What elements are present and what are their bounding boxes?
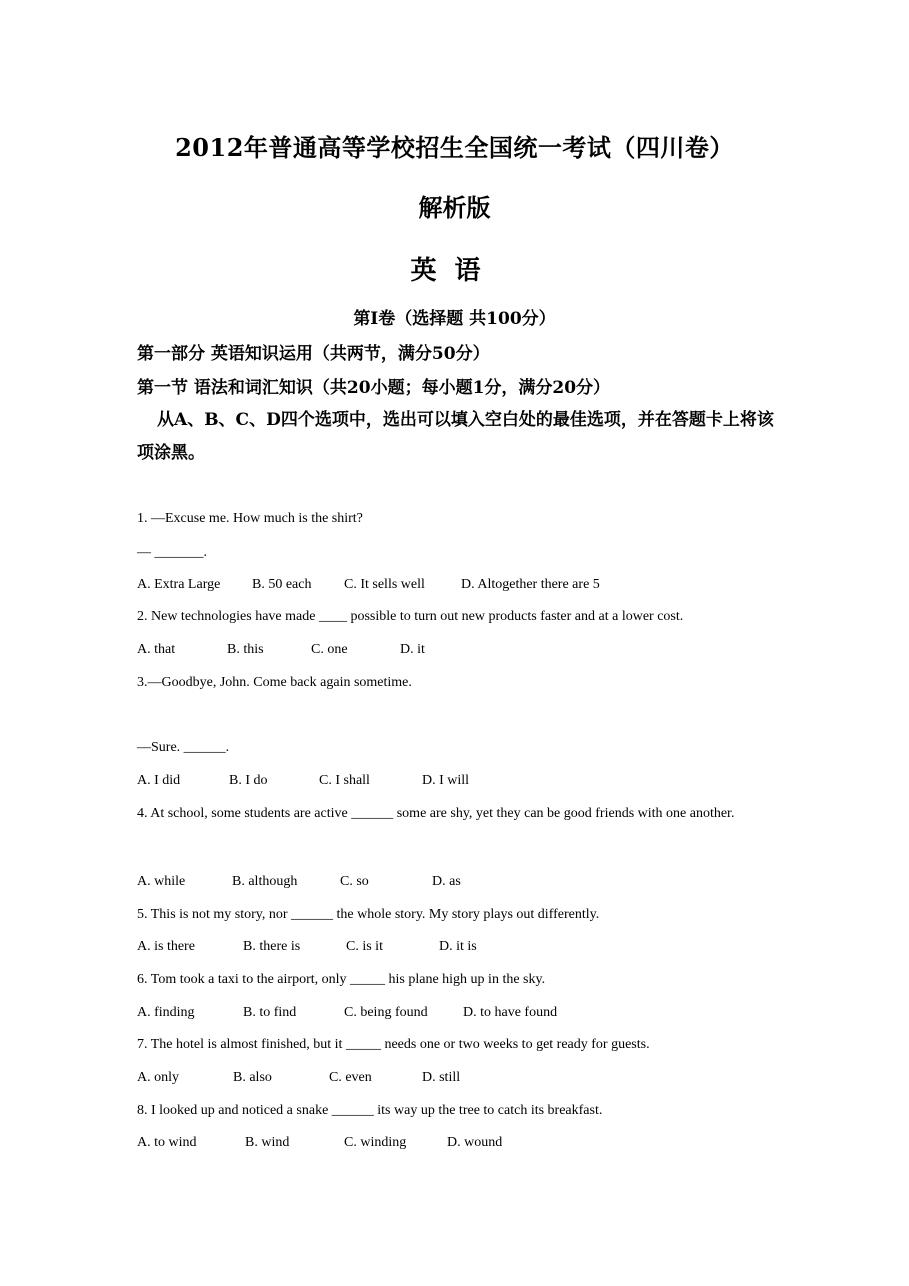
question-2-stem: 2. New technologies have made ____ possible to turn out new products faster and at a lower cost. bbox=[137, 609, 684, 624]
option-a: A. is there bbox=[137, 939, 195, 954]
section-heading: 第一节 语法和词汇知识（共20小题；每小题1分，满分20分） bbox=[137, 378, 611, 398]
option-a: A. to wind bbox=[137, 1135, 197, 1150]
option-a: A. only bbox=[137, 1070, 179, 1085]
question-5-stem: 5. This is not my story, nor ______ the whole story. My story plays out differently. bbox=[137, 907, 600, 922]
option-c: C. even bbox=[329, 1070, 372, 1085]
option-b: B. this bbox=[227, 642, 264, 657]
exam-title: 2012年普通高等学校招生全国统一考试（四川卷） bbox=[175, 133, 734, 162]
option-a: A. while bbox=[137, 874, 186, 889]
part-heading: 第一部分 英语知识运用（共两节，满分50分） bbox=[137, 344, 490, 364]
exam-subject: 英语 bbox=[410, 256, 499, 286]
option-d: D. wound bbox=[447, 1135, 503, 1150]
question-1-response: — _______. bbox=[137, 545, 207, 560]
option-c: C. is it bbox=[346, 939, 383, 954]
option-c: C. It sells well bbox=[344, 577, 425, 592]
option-c: C. one bbox=[311, 642, 348, 657]
option-c: C. I shall bbox=[319, 773, 370, 788]
option-d: D. it is bbox=[439, 939, 477, 954]
option-b: B. there is bbox=[243, 939, 301, 954]
option-a: A. I did bbox=[137, 773, 181, 788]
volume-heading: 第Ⅰ卷（选择题 共100分） bbox=[353, 309, 556, 329]
option-b: B. also bbox=[233, 1070, 272, 1085]
question-7-stem: 7. The hotel is almost finished, but it _____ needs one or two weeks to get ready for guests. bbox=[137, 1037, 650, 1052]
question-3-stem: 3.—Goodbye, John. Come back again sometime. bbox=[137, 675, 412, 690]
option-b: B. 50 each bbox=[252, 577, 312, 592]
question-8-stem: 8. I looked up and noticed a snake ______ its way up the tree to catch its breakfast. bbox=[137, 1103, 603, 1118]
option-d: D. it bbox=[400, 642, 425, 657]
option-b: B. although bbox=[232, 874, 298, 889]
question-4-stem: 4. At school, some students are active ______ some are shy, yet they can be good friends with one another. bbox=[137, 806, 735, 821]
option-d: D. still bbox=[422, 1070, 461, 1085]
option-d: D. to have found bbox=[463, 1005, 558, 1020]
instructions: 从A、B、C、D四个选项中，选出可以填入空白处的最佳选项，并在答题卡上将该项涂黑。 bbox=[137, 410, 774, 463]
option-a: A. that bbox=[137, 642, 176, 657]
option-c: C. being found bbox=[344, 1005, 428, 1020]
option-b: B. wind bbox=[245, 1135, 290, 1150]
question-3-response: —Sure. ______. bbox=[137, 740, 230, 755]
option-c: C. so bbox=[340, 874, 369, 889]
option-c: C. winding bbox=[344, 1135, 407, 1150]
option-a: A. Extra Large bbox=[137, 577, 221, 592]
option-a: A. finding bbox=[137, 1005, 195, 1020]
option-d: D. I will bbox=[422, 773, 470, 788]
question-1-stem: 1. —Excuse me. How much is the shirt? bbox=[137, 511, 363, 526]
option-d: D. Altogether there are 5 bbox=[461, 577, 600, 592]
exam-subtitle: 解析版 bbox=[418, 193, 491, 222]
question-6-stem: 6. Tom took a taxi to the airport, only _____ his plane high up in the sky. bbox=[137, 972, 546, 987]
option-d: D. as bbox=[432, 874, 461, 889]
option-b: B. I do bbox=[229, 773, 268, 788]
option-b: B. to find bbox=[243, 1005, 297, 1020]
